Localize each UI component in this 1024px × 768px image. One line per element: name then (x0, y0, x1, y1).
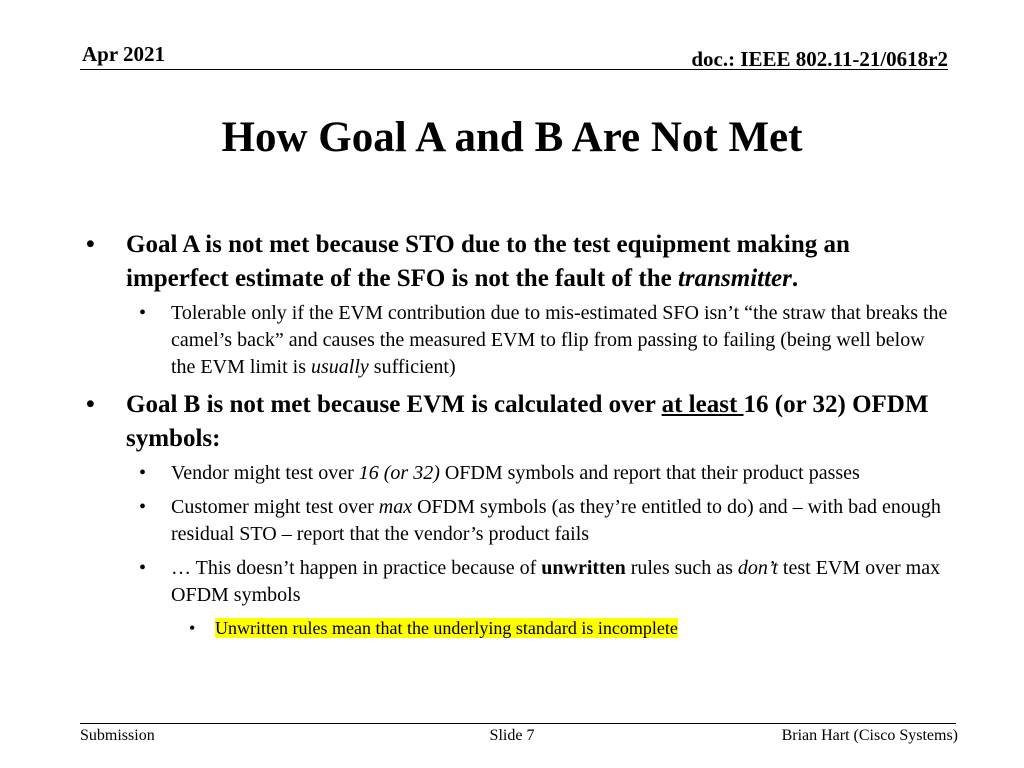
bullet-marker: • (139, 462, 147, 484)
bullet-marker: • (139, 557, 147, 579)
goal-b-sub1-tail: OFDM symbols and report that their product passes (439, 462, 860, 484)
footer-slide-number: Slide 7 (489, 727, 535, 744)
goal-b-sub3-mid: rules such as (625, 557, 738, 579)
goal-a-tail: . (791, 265, 799, 292)
goal-b-sub2-tail: OFDM symbols (as they’re entitled to do) and – with bad enough residual STO – report that the vendor’s product fails (171, 496, 941, 545)
bullet-marker: • (86, 231, 95, 258)
goal-b-sub1-text: Vendor might test over (171, 462, 359, 484)
goal-a-text: Goal A is not met because STO due to the test equipment making an imperfect estimate of the SFO is not the fault of the (126, 231, 850, 292)
footer-divider (80, 723, 956, 724)
slide-title: How Goal A and B Are Not Met (221, 114, 803, 161)
highlighted-conclusion: Unwritten rules mean that the underlying standard is incomplete (215, 618, 678, 638)
goal-b-sub2-emphasis: max (378, 496, 413, 518)
goal-a-sub1-tail: sufficient) (368, 356, 456, 378)
footer-author: Brian Hart (Cisco Systems) (781, 727, 958, 744)
slide-body (82, 228, 952, 640)
sub-bullet-goal-a-1 (82, 300, 952, 381)
header-divider (80, 69, 948, 70)
header-date: Apr 2021 (82, 42, 166, 66)
goal-b-tail: 16 (or 32) OFDM symbols: (126, 391, 929, 452)
goal-b-underlined: at least (661, 391, 744, 418)
bullet-marker: • (139, 496, 147, 518)
header-doc-id: doc.: IEEE 802.11-21/0618r2 (691, 47, 948, 71)
goal-b-sub3-emphasis: don’t (737, 557, 778, 579)
goal-b-sub2-text: Customer might test over (171, 496, 379, 518)
bullet-marker: • (139, 302, 147, 324)
sub-bullet-goal-b-1 (82, 460, 952, 487)
goal-a-sub1-text: Tolerable only if the EVM contribution due to mis-estimated SFO isn’t “the straw that breaks the camel’s back” and causes the measured EVM to flip from passing to failing (being well below the EVM limit is (171, 302, 948, 378)
bullet-marker: • (86, 391, 95, 418)
sub-sub-bullet-goal-b-3-1 (82, 616, 952, 640)
goal-b-sub3-text: … This doesn’t happen in practice because of (171, 557, 542, 579)
sub-bullet-goal-b-3 (82, 555, 952, 609)
bullet-marker: • (189, 618, 196, 638)
goal-a-sub1-emphasis: usually (311, 356, 369, 378)
goal-b-sub3-bold: unwritten (541, 557, 626, 579)
sub-bullet-goal-b-2 (82, 494, 952, 548)
goal-b-sub3-tail: test EVM over max OFDM symbols (171, 557, 941, 606)
footer-submission: Submission (80, 727, 155, 744)
goal-b-text: Goal B is not met because EVM is calculated over (126, 391, 662, 418)
bullet-goal-a (82, 228, 952, 296)
bullet-goal-b (82, 388, 952, 456)
goal-a-emphasis: transmitter (677, 265, 792, 292)
goal-b-sub1-emphasis: 16 (or 32) (358, 462, 440, 484)
